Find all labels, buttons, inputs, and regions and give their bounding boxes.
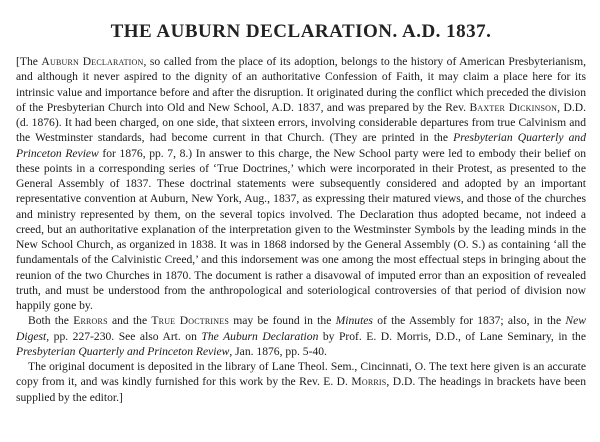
text-run: , D.D. (d. 1876). It had been charged, on one side, that sixteen errors, involving considerable departures from true Calvinism and the Westminster standards, had become current in that Church. (They are printed in the — [16, 100, 586, 145]
text-run: may be found in the — [229, 314, 336, 328]
text-run: [The — [16, 55, 42, 68]
text-run: The original document is deposited in the library of Lane Theol. Sem., Cincinnati, O. The text here given is an accurate copy from it, and was kindly furnished for this work by the Rev. E. D. — [16, 360, 586, 389]
text-run: , Jan. 1876, pp. 5-40. — [229, 344, 327, 358]
italic-text: The Auburn Declaration — [201, 329, 319, 343]
text-run: of the Assembly for 1837; also, in the — [372, 314, 566, 328]
page-title: THE AUBURN DECLARATION. A.D. 1837. — [110, 21, 492, 42]
smallcaps-text: Morris — [351, 375, 387, 389]
smallcaps-text: Baxter Dickinson — [469, 100, 558, 114]
italic-text: Minutes — [335, 314, 373, 328]
smallcaps-text: True Doctrines — [151, 314, 229, 328]
text-run: , pp. 227-230. See also Art. on — [46, 329, 202, 343]
paragraph-original-document — [16, 359, 586, 405]
italic-text: Presbyterian Quarterly and Princeton Review — [16, 344, 230, 358]
text-run: Both the — [28, 314, 74, 328]
italic-text: New Digest — [16, 314, 586, 343]
paragraph-introduction — [16, 54, 586, 313]
document-body — [16, 54, 586, 405]
text-run: , D.D. The headings in brackets have been supplied by the editor.] — [16, 375, 586, 404]
text-run: by Prof. E. D. Morris, D.D., of Lane Seminary, in the — [318, 329, 586, 343]
text-run: for 1876, pp. 7, 8.) In answer to this charge, the New School party were led to embody their belief on these points in a corresponding series of ‘True Doctrines,’ which were incorporated in their Protest, as presented to the General Assembly of 1837. These doctrinal statements were subsequently considered and adopted by an important representative convention at Auburn, New York, Aug., 1837, as expressing their matured views, and those of the churches and ministry represented by them, on the several topics involved. The Declaration thus adopted became, not indeed a creed, but an authoritative explanation of the interpretation given to the Westminster Symbols by the leading minds in the New School Church, as organized in 1838. It was in 1868 indorsed by the General Assembly (O. S.) as containing ‘all the fundamentals of the Calvinistic Creed,’ and this indorsement was one among the most effectual steps in bringing about the reunion of the two Churches in 1870. The document is rather a disavowal of imputed error than an exposition of revealed truth, and must be understood from the anthropological and soteriological controversies of that period of division now happily gone by. — [16, 146, 586, 312]
italic-text: Presbyterian Quarterly and Princeton Review — [16, 131, 587, 160]
text-run: , so called from the place of its adoption, belongs to the history of American Presbyterianism, and although it never aspired to the dignity of an authoritative Confession of Faith, it may claim a place here for its intrinsic value and importance before and after the disruption. It originated during the conflict which preceded the division of the Presbyterian Church into Old and New School, A.D. 1837, and was prepared by the Rev. — [16, 55, 586, 114]
paragraph-sources — [16, 313, 586, 359]
smallcaps-text: Errors — [73, 314, 108, 328]
smallcaps-text: Auburn Declaration — [41, 55, 144, 68]
text-run: and the — [107, 314, 152, 328]
